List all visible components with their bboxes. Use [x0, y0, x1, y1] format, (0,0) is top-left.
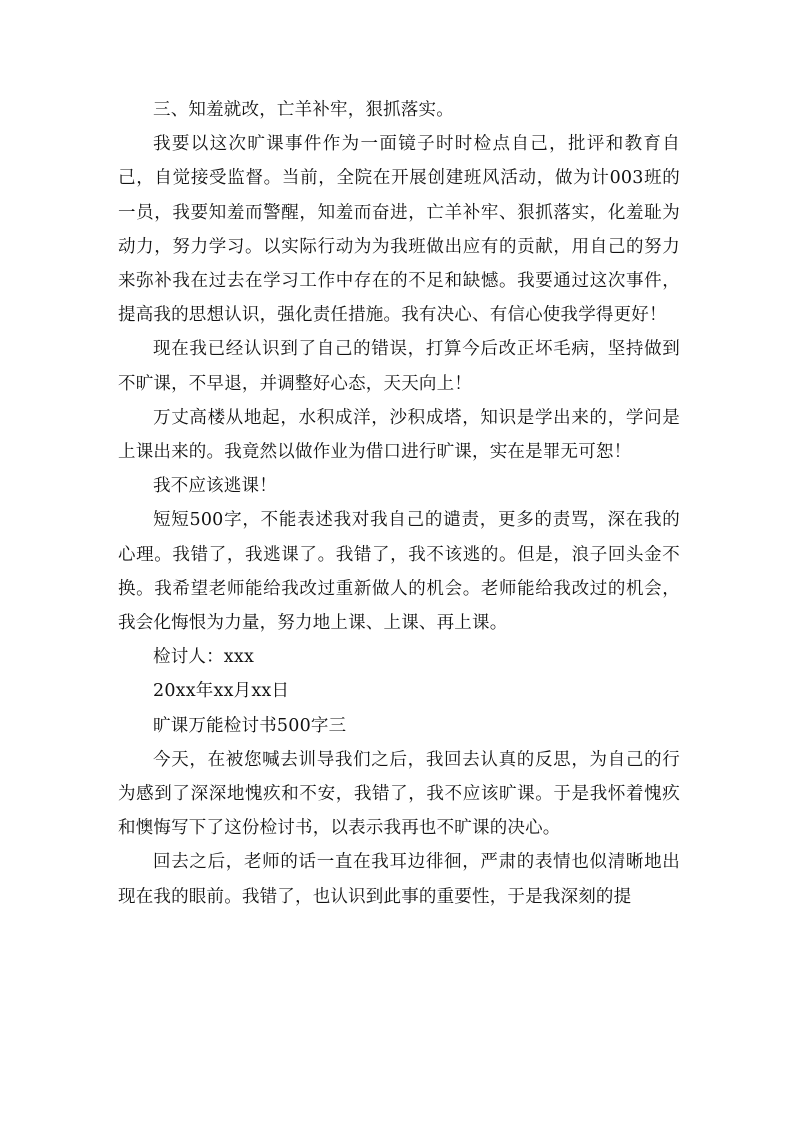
document-body [118, 93, 680, 914]
section-title: 旷课万能检讨书500字三 [153, 715, 347, 736]
paragraph: 现在我已经认识到了自己的错误，打算今后改正坏毛病，坚持做到不旷课，不早退，并调整好心态，天天向上！ [118, 339, 680, 394]
section-heading: 三、知羞就改，亡羊补牢，狠抓落实。 [153, 100, 454, 120]
paragraph: 短短500字，不能表述我对我自己的谴责，更多的责骂，深在我的心理。我错了，我逃课了。我错了，我不该逃的。但是，浪子回头金不换。我希望老师能给我改过重新做人的机会。老师能给我改过的机会，我会化悔恨为力量，努力地上课、上课、再上课。 [118, 510, 680, 634]
paragraph: 今天，在被您喊去训导我们之后，我回去认真的反思，为自己的行为感到了深深地愧疚和不安，我错了，我不应该旷课。于是我怀着愧疚和懊悔写下了这份检讨书，以表示我再也不旷课的决心。 [118, 749, 680, 839]
paragraph: 我要以这次旷课事件作为一面镜子时时检点自己，批评和教育自己，自觉接受监督。当前，全院在开展创建班风活动，做为计003班的一员，我要知羞而警醒，知羞而奋进，亡羊补牢、狠抓落实，化羞耻为动力，努力学习。以实际行动为为我班做出应有的贡献，用自己的努力来弥补我在过去在学习工作中存在的不足和缺憾。我要通过这次事件，提高我的思想认识，强化责任措施。我有决心、有信心使我学得更好！ [118, 134, 680, 326]
signature-line: 检讨人：xxx [153, 647, 255, 668]
paragraph: 我不应该逃课！ [153, 476, 277, 497]
date-line: 20xx年xx月xx日 [153, 681, 290, 702]
paragraph: 回去之后，老师的话一直在我耳边徘徊，严肃的表情也似清晰地出现在我的眼前。我错了，也认识到此事的重要性，于是我深刻的提 [118, 852, 680, 907]
paragraph: 万丈高楼从地起，水积成洋，沙积成塔，知识是学出来的，学问是上课出来的。我竟然以做作业为借口进行旷课，实在是罪无可恕！ [118, 407, 680, 463]
